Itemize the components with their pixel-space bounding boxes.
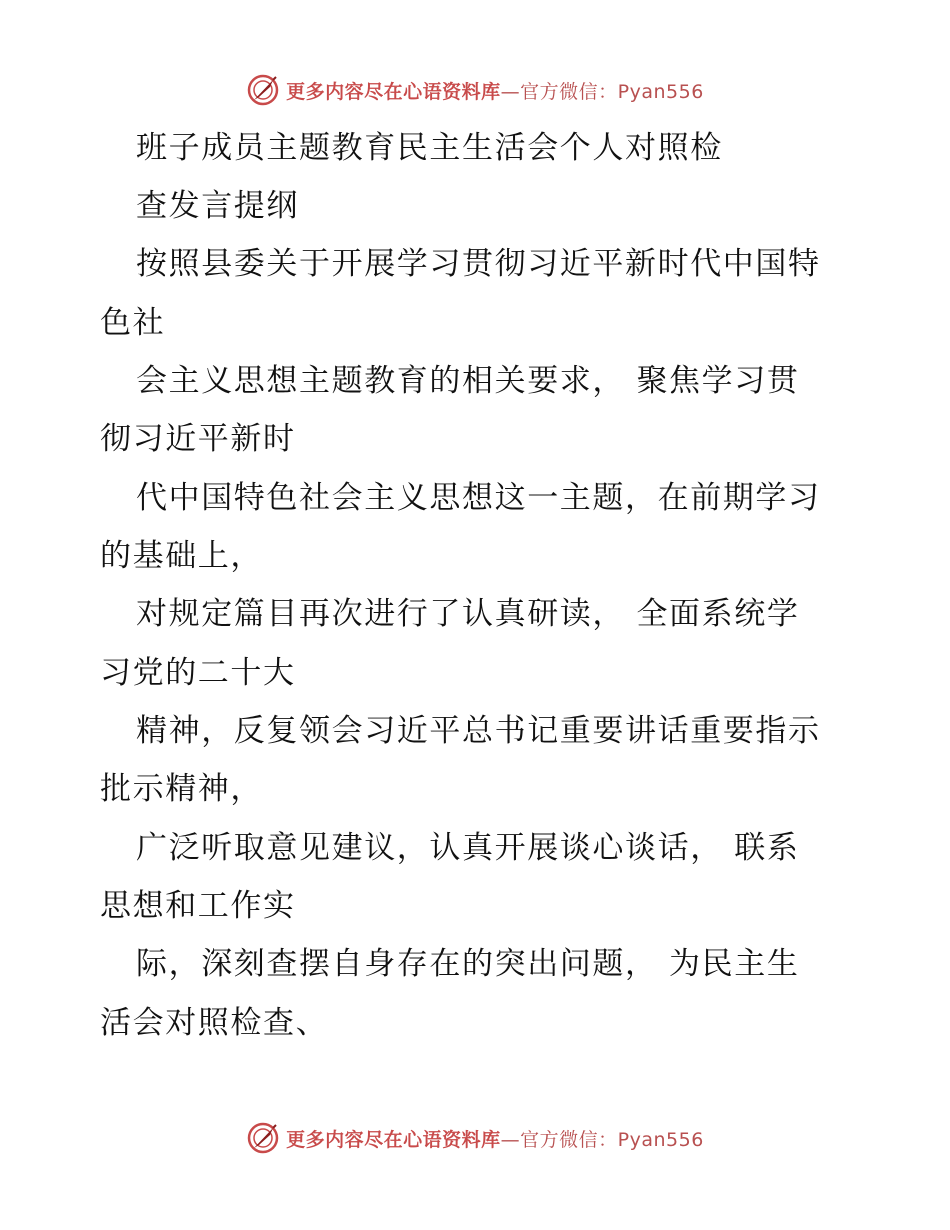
- paragraph-line: 按照县委关于开展学习贯彻习近平新时代中国特: [136, 246, 821, 282]
- paragraph-line: 广泛听取意见建议，认真开展谈心谈话， 联系: [136, 830, 800, 866]
- watermark-main-text: 更多内容尽在心语资料库: [286, 1128, 501, 1151]
- quill-pen-circle-icon: [246, 1121, 280, 1155]
- watermark-text: [286, 1125, 704, 1152]
- paragraph-line: 思想和工作实: [100, 888, 296, 924]
- paragraph-line: 色社: [100, 305, 166, 341]
- title-line-2: 查发言提纲: [136, 188, 299, 224]
- paragraph-line: 活会对照检查、: [100, 1005, 329, 1041]
- title-line-1: 班子成员主题教育民主生活会个人对照检: [136, 130, 723, 166]
- paragraph-line: 代中国特色社会主义思想这一主题，在前期学习: [136, 480, 821, 516]
- watermark-sub-text: —官方微信：Pyan556: [500, 80, 704, 103]
- watermark-main-text: 更多内容尽在心语资料库: [286, 80, 501, 103]
- paragraph-line: 批示精神，: [100, 771, 263, 807]
- paragraph-line: 习党的二十大: [100, 655, 296, 691]
- quill-pen-circle-icon: [246, 73, 280, 107]
- paragraph-line: 对规定篇目再次进行了认真研读， 全面系统学: [136, 596, 800, 632]
- header-watermark: [0, 70, 950, 110]
- paragraph-line: 际，深刻查摆自身存在的突出问题， 为民主生: [136, 946, 800, 982]
- paragraph-line: 会主义思想主题教育的相关要求， 聚焦学习贯: [136, 363, 800, 399]
- watermark-sub-text: —官方微信：Pyan556: [500, 1128, 704, 1151]
- paragraph-line: 彻习近平新时: [100, 421, 296, 457]
- footer-watermark: [0, 1118, 950, 1158]
- paragraph-line: 的基础上，: [100, 538, 263, 574]
- paragraph-line: 精神，反复领会习近平总书记重要讲话重要指示: [136, 713, 821, 749]
- watermark-text: [286, 77, 704, 104]
